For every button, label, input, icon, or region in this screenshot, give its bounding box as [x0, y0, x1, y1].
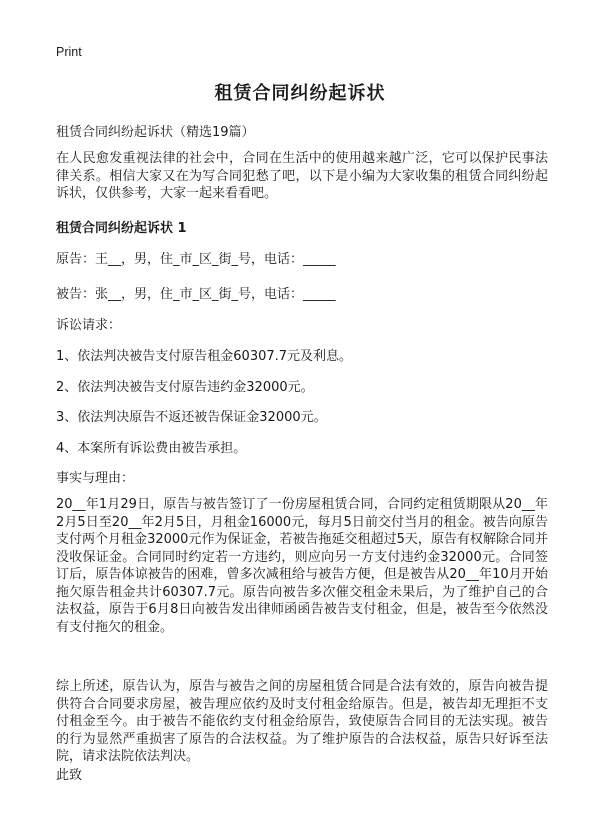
closing-text: 此致: [56, 768, 83, 783]
claim-item: 1、依法判决被告支付原告租金60307.7元及利息。: [56, 349, 353, 364]
intro-paragraph: 在人民愈发重视法律的社会中，合同在生活中的使用越来越广泛，它可以保护民事法律关系。相信大家又在为写合同犯愁了吧，以下是小编为大家收集的租赁合同纠纷起诉状，仅供参考，大家一起来看看吧。: [56, 151, 548, 201]
facts-paragraph: 20__年1月29日，原告与被告签订了一份房屋租赁合同，合同约定租赁期限从20__年2月5日至20__年2月5日，月租金16000元，每月5日前交付当月的租金。被告向原告支付两个月租金32000元作为保证金，若被告拖延交租超过5天，原告有权解除合同并没收保证金。合同同时约定若一方违约，则应向另一方支付违约金32000元。合同签订后，原告体谅被告的困难，曾多次减租给与被告方便，但是被告从20__年10月开始拖欠原告租金共计60307.7元。原告向被告多次催交租金未果后，为了维护自己的合法权益，原告于6月8日向被告发出律师函函告被告支付租金，但是，被告至今依然没有支付拖欠的租金。: [56, 497, 548, 635]
page-title: 租赁合同纠纷起诉状: [214, 83, 386, 104]
facts-heading: 事实与理由：: [56, 471, 135, 486]
claim-item: 3、依法判决原告不返还被告保证金32000元。: [56, 410, 327, 425]
print-link[interactable]: Print: [56, 45, 82, 59]
claims-heading: 诉讼请求：: [56, 318, 122, 333]
document-subtitle: 租赁合同纠纷起诉状（精选19篇）: [56, 125, 255, 140]
claim-item: 2、依法判决被告支付原告违约金32000元。: [56, 380, 314, 395]
defendant-info: 被告：张__，男，住_市_区_街_号，电话：_____: [56, 287, 336, 302]
plaintiff-info: 原告：王__，男，住_市_区_街_号，电话：_____: [56, 252, 336, 267]
claim-item: 4、本案所有诉讼费由被告承担。: [56, 441, 247, 456]
section-heading: 租赁合同纠纷起诉状 1: [56, 221, 187, 236]
conclusion-paragraph: 综上所述，原告认为，原告与被告之间的房屋租赁合同是合法有效的，原告向被告提供符合合同要求房屋，被告理应依约及时支付租金给原告。但是，被告却无理拒不支付租金至今。由于被告不能依约支付租金给原告，致使原告合同目的无法实现。被告的行为显然严重损害了原告的合法权益。为了维护原告的合法权益，原告只好诉至法院，请求法院依法判决。: [56, 679, 548, 764]
